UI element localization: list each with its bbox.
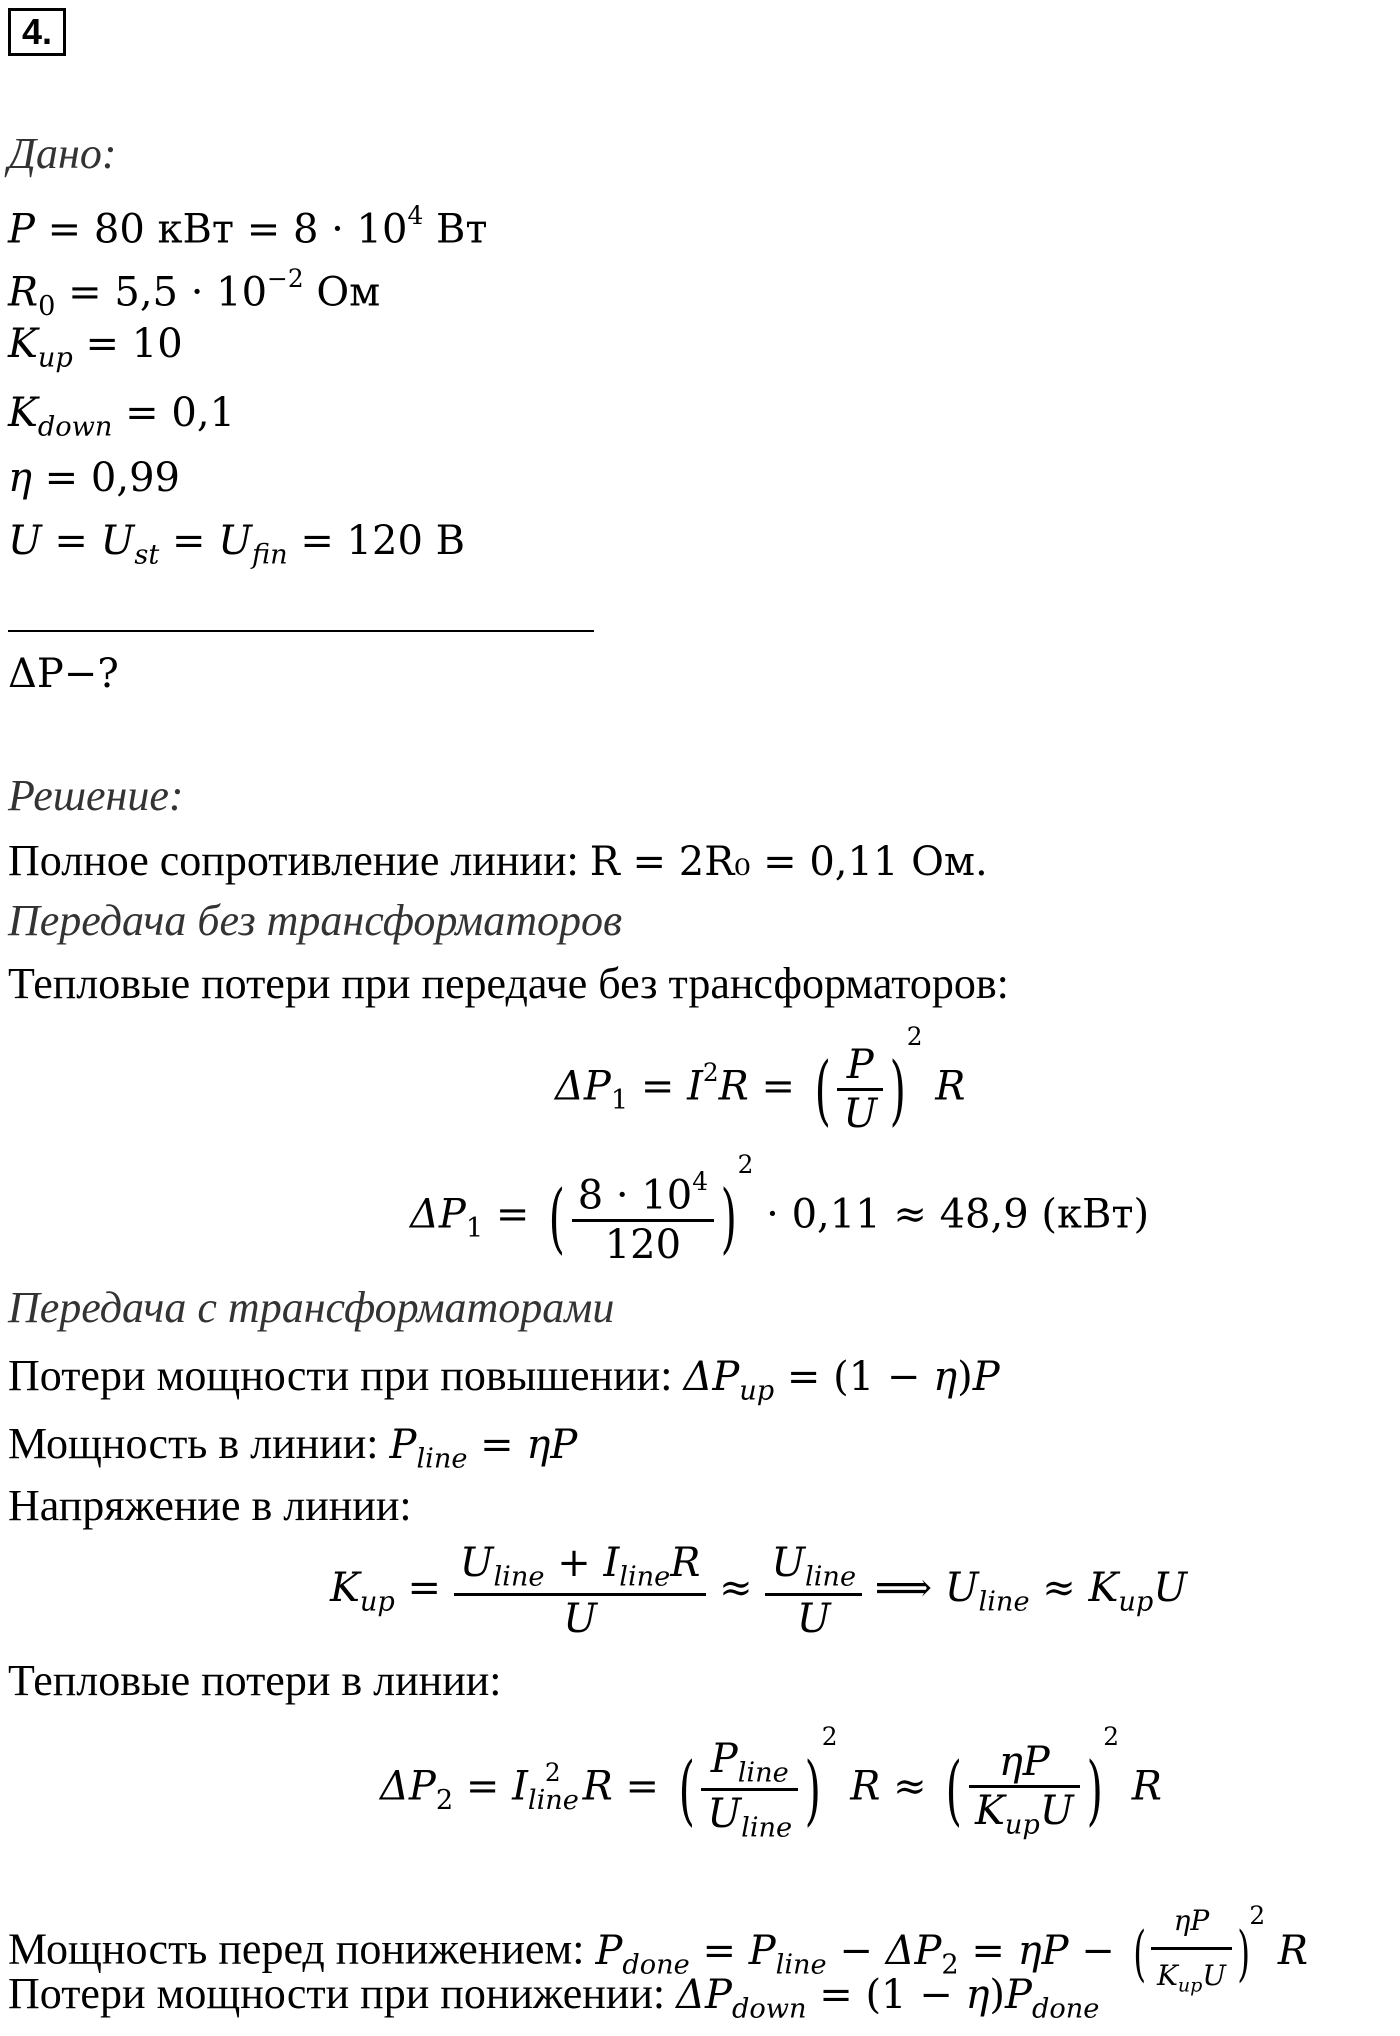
power-line	[8, 1418, 577, 1486]
section-with-transformers-title: Передача с трансформаторами	[8, 1283, 615, 1332]
section-no-transformers-title: Передача без трансформаторов	[8, 896, 623, 945]
formula-kup: $K_{up}$ = $\frac{U_{line} + I_{line}R}{U}$ ≈ $\frac{U_{line}}{U}$ ⟹ $U_{line} \approx K_{up}U$	[330, 1540, 1188, 1642]
line-resistance-text: Полное сопротивление линии:	[8, 836, 579, 885]
power-line-formula: $P_{line} = \eta P$	[389, 1422, 578, 1475]
given-efficiency: η = 0,99	[8, 455, 180, 501]
heat-loss-intro: Тепловые потери при передаче без трансформаторов:	[8, 959, 1009, 1008]
given-voltage: $U = U_{st} = U_{fin} = 120$ В	[8, 518, 466, 571]
solution-heading: Решение:	[8, 771, 184, 820]
given-divider	[8, 630, 594, 632]
loss-up-formula: $\Delta P_{up} = (1 - \eta)P$	[683, 1354, 1000, 1407]
loss-up-text: Потери мощности при повышении:	[8, 1351, 673, 1400]
power-before-down-text: Мощность перед понижением:	[8, 1924, 585, 1974]
line-resistance-formula: R = 2R₀ = 0,11 Ом.	[589, 839, 988, 885]
loss-up	[8, 1350, 1000, 1418]
heat-line: Тепловые потери в линии:	[8, 1656, 502, 1705]
formula-dp2: $\Delta P_2 = I_{line}^2$ R = ( $\frac{P_{line}}{U_{line}}$ )$^2$ R ≈ ( $\frac{\eta P}{K_{up}U}$ )$^2$ R	[380, 1722, 1162, 1844]
loss-down-text: Потери мощности при понижении:	[8, 1969, 666, 2018]
solution-heading-text: Решение	[8, 771, 169, 820]
loss-down	[8, 1968, 1099, 2036]
given-kup: $K_{up} = 10$	[8, 321, 183, 374]
given-power: P = 80 кВт = $8 \cdot 10^4$ Вт	[8, 201, 488, 253]
formula-dp1-general: $\Delta P_1 = I^2R$ = ( $\frac{P}{U}$ )$^2$ R	[555, 1022, 966, 1138]
given-heading-text: Дано	[8, 129, 102, 178]
find-quantity: ΔP−?	[8, 651, 119, 697]
formula-dp1-numeric: $\Delta P_1$ = ( $\frac{8 \cdot 10^4}{120}$ )$^2$ · 0,11 ≈ 48,9 (кВт)	[410, 1150, 1150, 1268]
given-kdown: $K_{down} = 0,1$	[8, 390, 236, 443]
dp1-result: · 0,11 ≈ 48,9 (кВт)	[766, 1191, 1150, 1238]
voltage-line: Напряжение в линии:	[8, 1481, 412, 1530]
power-line-text: Мощность в линии:	[8, 1419, 379, 1468]
power-before-down-formula: $P_{done} = P_{line} - \Delta P_2 = \eta P$ − ( $\frac{\eta P}{K_{up}U}$ )$^2$ R	[595, 1928, 1308, 1974]
line-resistance	[8, 835, 988, 888]
given-resistance: $R_0 = 5,5 \cdot 10^{-2}$ Ом	[8, 264, 381, 323]
loss-down-formula: $\Delta P_{down} = (1 - \eta)P_{done}$	[676, 1972, 1100, 2025]
given-heading: Дано:	[8, 129, 117, 178]
problem-number-box: 4.	[8, 8, 66, 56]
